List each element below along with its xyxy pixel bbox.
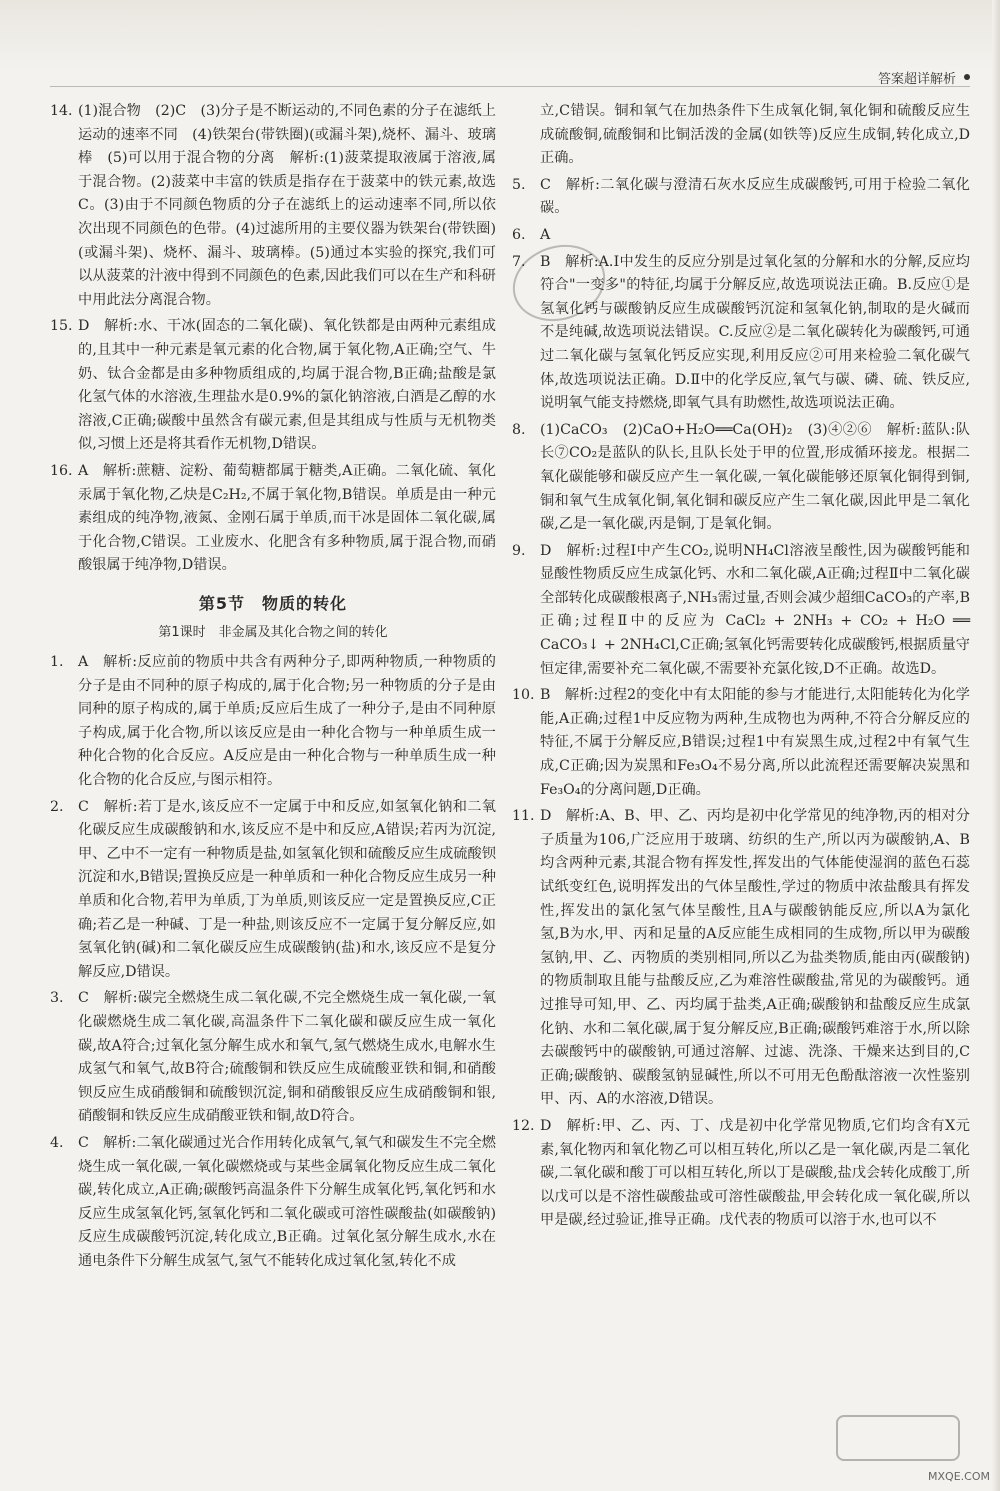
answer-item — [512, 251, 970, 416]
item-text: D 解析:过程Ⅰ中产生CO₂,说明NH₄Cl溶液呈酸性,因为碳酸钙能和显酸性物质反应生成氯化钙、水和二氧化碳,A正确;过程Ⅱ中二氧化碳全部转化成碳酸根离子,NH₃需过量,否则会减少超细CaCO₃的产率,B正确;过程Ⅱ中的反应为 CaCl₂ + 2NH₃ + CO₂ + H₂O ══ CaCO₃↓ + 2NH₄Cl,C正确;氢氧化钙需要转化成碳酸钙,根据质量守恒定律,需要补充二氧化碳,不需要补充氯化铵,D不正确。故选D。 — [540, 542, 970, 677]
item-text: C 解析:碳完全燃烧生成二氧化碳,不完全燃烧生成一氧化碳,一氧化碳燃烧生成二氧化碳,高温条件下二氧化碳和碳反应生成一氧化碳,故A符合;过氧化氢分解生成水和氧气,氢气燃烧生成水,电解水生成氢气和氧气,故B符合;硫酸铜和铁反应生成硫酸亚铁和铜,和硝酸钡反应生成硝酸铜和硫酸钡沉淀,铜和硝酸银反应生成硝酸铜和银,硝酸铜和铁反应生成硝酸亚铁和铜,故D符合。 — [78, 990, 496, 1125]
item-text: C 解析:若丁是水,该反应不一定属于中和反应,如氢氧化钠和二氧化碳反应生成碳酸钠和水,该反应不是中和反应,A错误;若丙为沉淀,甲、乙中不一定有一种物质是盐,如氢氧化钡和硫酸反应生成硫酸钡沉淀和水,B错误;置换反应是一种单质和一种化合物反应生成另一种单质和化合物,若甲为单质,丁为单质,则该反应一定是置换反应,C正确;若乙是一种碱、丁是一种盐,则该反应不一定属于复分解反应,如氢氧化钠(碱)和二氧化碳反应生成碳酸钠(盐)和水,该反应不是复分解反应,D错误。 — [78, 798, 496, 980]
item-text: (1)混合物 (2)C (3)分子是不断运动的,不同色素的分子在滤纸上运动的速率不同 (4)铁架台(带铁圈)(或漏斗架),烧杯、漏斗、玻璃棒 (5)可以用于混合物的分离 解析:(1)菠菜提取液属于溶液,属于混合物。(2)菠菜中丰富的铁质是指存在于菠菜中的铁元素,故选C。(3)由于不同颜色物质的分子在滤纸上的运动速率不同,所以依次出现不同颜色的色带。(4)过滤所用的主要仪器为铁架台(带铁圈)(或漏斗架)、烧杯、漏斗、玻璃棒。(5)通过本实验的探究,我们可以从菠菜的汁液中得到不同颜色的色素,因此我们可以在生产和科研中用此法分离混合物。 — [78, 103, 496, 308]
item-number: 15. — [50, 318, 73, 335]
item-number: 14. — [50, 103, 73, 119]
answer-item — [512, 540, 970, 682]
left-column — [50, 100, 496, 1277]
answer-item — [50, 651, 496, 793]
answer-item — [50, 315, 496, 457]
answer-item — [512, 684, 970, 802]
answer-item — [50, 1132, 496, 1274]
watermark-site: MXQE.COM — [928, 1470, 990, 1483]
lesson-title: 第1课时 非金属及其化合物之间的转化 — [158, 625, 388, 641]
item-number: 16. — [50, 462, 73, 479]
answer-item — [512, 419, 970, 537]
item-number: 1. — [50, 654, 64, 671]
item-number: 7. — [512, 253, 526, 270]
item-number: 10. — [512, 687, 535, 704]
item-text: 立,C错误。铜和氧气在加热条件下生成氧化铜,氧化铜和硫酸反应生成硫酸铜,硫酸铜和比铜活泼的金属(如铁等)反应生成铜,转化成立,D正确。 — [540, 103, 970, 167]
item-number: 4. — [50, 1134, 64, 1151]
item-number: 5. — [512, 176, 526, 193]
header-bullet-icon — [964, 74, 970, 80]
item-text: A — [540, 226, 551, 243]
item-text: D 解析:甲、乙、丙、丁、戊是初中化学常见物质,它们均含有X元素,氧化物丙和氧化物乙可以相互转化,所以乙是一氧化碳,丙是二氧化碳,二氧化碳和酸丁可以相互转化,所以丁是碳酸,盐戊会转化成酸丁,所以戊可以是不溶性碳酸盐或可溶性碳酸盐,甲会转化成一氧化碳,所以甲是碳,经过验证,推导正确。戊代表的物质可以溶于水,也可以不 — [540, 1117, 970, 1229]
item-text: C 解析:二氧化碳通过光合作用转化成氧气,氧气和碳发生不完全燃烧生成一氧化碳,一氧化碳燃烧或与某些金属氧化物反应生成二氧化碳,转化成立,A正确;碳酸钙高温条件下分解生成氧化钙,氧化钙和水反应生成氢氧化钙,氢氧化钙和二氧化碳或可溶性碳酸盐(如碳酸钠)反应生成碳酸钙沉淀,转化成立,B正确。过氧化氢分解生成水,水在通电条件下分解生成氢气,氢气不能转化成过氧化氢,转化不成 — [78, 1134, 496, 1269]
answer-item — [512, 174, 970, 221]
answer-item — [512, 1115, 970, 1233]
watermark-logo-icon — [836, 1415, 960, 1461]
item-number: 2. — [50, 798, 64, 815]
page-edge-shadow — [992, 0, 1000, 1491]
item-number: 12. — [512, 1117, 535, 1134]
answer-item — [512, 224, 970, 248]
header-title: 答案超详解析 — [877, 72, 956, 87]
item-text: D 解析:A、B、甲、乙、丙均是初中化学常见的纯净物,丙的相对分子质量为106,广泛应用于玻璃、纺织的生产,所以丙为碳酸钠,A、B均含两种元素,其混合物有挥发性,挥发出的气体能使湿润的蓝色石蕊试纸变红色,说明挥发出的气体呈酸性,学过的物质中浓盐酸具有挥发性,挥发出的氯化氢气体呈酸性,且A与碳酸钠能反应,所以A为氯化氢,B为水,甲、丙和足量的A反应能生成相同的生成物,所以甲为碳酸氢钠,甲、乙、丙物质的类别相同,所以乙为盐类物质,能由丙(碳酸钠)的物质制取且能与盐酸反应,乙为难溶性碳酸盐,常见的为碳酸钙。通过推导可知,甲、乙、丙均属于盐类,A正确;碳酸钠和盐酸反应生成氯化钠、水和二氧化碳,属于复分解反应,B正确;碳酸钙难溶于水,所以除去碳酸钙中的碳酸钠,可通过溶解、过滤、洗涤、干燥来达到目的,C正确;碳酸钠、碳酸氢钠显碱性,所以不可用无色酚酞溶液一次性鉴别甲、丙、A的水溶液,D错误。 — [540, 808, 970, 1108]
item-number: 8. — [512, 421, 526, 438]
answer-item — [50, 460, 496, 578]
right-column — [512, 100, 970, 1236]
item-text: A 解析:反应前的物质中共含有两种分子,即两种物质,一种物质的分子是由不同种的原子构成的,属于化合物;另一种物质的分子是由同种的原子构成的,属于单质;反应后生成了一种分子,是由不同种原子构成,属于化合物,所以该反应是由一种化合物与一种单质生成一种化合物的化合反应。A反应是由一种化合物与一种单质生成一种化合物的化合反应,与图示相符。 — [78, 654, 496, 789]
section-title: 第5节 物质的转化 — [198, 593, 348, 613]
header-divider — [50, 86, 970, 87]
item-text: A 解析:蔗糖、淀粉、葡萄糖都属于糖类,A正确。二氧化硫、氧化汞属于氧化物,乙炔是C₂H₂,不属于氧化物,B错误。单质是由一种元素组成的纯净物,液氮、金刚石属于单质,而干冰是固体二氧化碳,属于化合物,C错误。工业废水、化肥含有多种物质,属于混合物,而硝酸银属于纯净物,D错误。 — [78, 462, 496, 574]
item-number: 9. — [512, 542, 526, 559]
answer-item — [50, 987, 496, 1129]
answer-item — [50, 100, 496, 312]
page-top-shadow — [0, 0, 1000, 70]
item-text: D 解析:水、干冰(固态的二氧化碳)、氧化铁都是由两种元素组成的,且其中一种元素是氧元素的化合物,属于氧化物,A正确;空气、牛奶、钛合金都是由多种物质组成的,均属于混合物,B正确;盐酸是氯化氢气体的水溶液,生理盐水是0.9%的氯化钠溶液,白酒是乙醇的水溶液,C正确;碳酸中虽然含有碳元素,但是其组成与性质与无机物类似,习惯上还是将其看作无机物,D错误。 — [78, 318, 496, 453]
answer-item — [512, 805, 970, 1112]
item-number: 11. — [512, 808, 535, 825]
item-number: 3. — [50, 990, 64, 1007]
item-text: B 解析:A.Ⅰ中发生的反应分别是过氧化氢的分解和水的分解,反应均符合"一变多"的特征,均属于分解反应,故选项说法正确。B.反应①是氢氧化钙与碳酸钠反应生成碳酸钙沉淀和氢氧化钠,制取的是火碱而不是纯碱,故选项说法错误。C.反应②是二氧化碳转化为碳酸钙,可通过二氧化碳与氢氧化钙反应实现,利用反应②可用来检验二氧化碳气体,故选项说法正确。D.Ⅱ中的化学反应,氧气与碳、磷、硫、铁反应,说明氧气能支持燃烧,即氧气具有助燃性,故选项说法正确。 — [540, 253, 970, 412]
item-text: B 解析:过程2的变化中有太阳能的参与才能进行,太阳能转化为化学能,A正确;过程1中反应物为两种,生成物也为两种,不符合分解反应的特征,不属于分解反应,B错误;过程1中有炭黑生成,过程2中有氧气生成,C正确;因为炭黑和Fe₃O₄不易分离,所以此流程还需要解决炭黑和Fe₃O₄的分离问题,D正确。 — [540, 687, 970, 798]
item-number: 6. — [512, 226, 526, 243]
answer-item — [50, 796, 496, 985]
item-text: (1)CaCO₃ (2)CaO+H₂O══Ca(OH)₂ (3)④②⑥ 解析:蓝队:队长⑦CO₂是蓝队的队长,且队长处于甲的位置,形成循环接龙。根据二氧化碳能够和碳反应产生一氧化碳,一氧化碳能够还原氧化铜得到铜,铜和氧气生成氧化铜,氧化铜和碳反应产生二氧化碳,因此甲是二氧化碳,乙是一氧化碳,丙是铜,丁是氧化铜。 — [540, 421, 970, 533]
answer-item — [512, 100, 970, 171]
item-text: C 解析:二氧化碳与澄清石灰水反应生成碳酸钙,可用于检验二氧化碳。 — [540, 176, 970, 217]
